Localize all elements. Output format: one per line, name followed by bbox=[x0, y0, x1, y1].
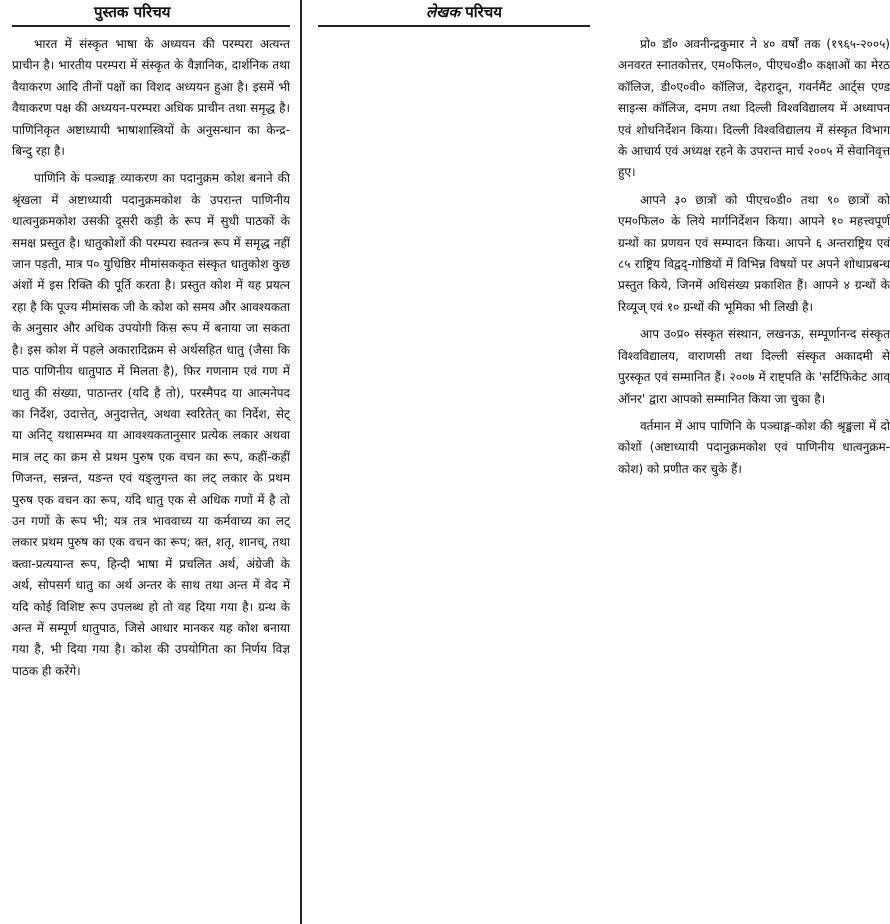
book-intro-paragraph-1: भारत में संस्कृत भाषा के अध्ययन की परम्परा अत्यन्त प्राचीन है। भारतीय परम्परा में संस्कृत के वैज्ञानिक, दार्शनिक तथा वैयाकरण आदि तीनों पक्षों का विशद अध्ययन हुआ है। इसमें भी वैयाकरण पक्ष की अध्ययन-परम्परा अधिक प्राचीन तथा समृद्ध है। पाणिनिकृत अष्टाध्यायी भाषाशास्त्रियों के अनुसन्धान का केन्द्र-बिन्दु रहा है। bbox=[12, 37, 290, 159]
author-intro-paragraph-2: आपने ३० छात्रों को पीएच०डी० तथा ९० छात्रों को एम०फिल० के लिये मार्गनिर्देशन किया। आपने १० महत्त्वपूर्ण ग्रन्थों का प्रणयन एवं सम्पादन किया। आपने ६ अन्तराष्ट्रिय एवं ८५ राष्ट्रिय विद्वद्-गोष्ठियों में विभिन्न विषयों पर अपने शोधाप्रबन्ध प्रस्तुत किये, जिनमें अधिसंख्य प्रकाशित हैं। आपने ४ ग्रन्थों के रिव्यूज् एवं १० ग्रन्थों की भूमिका भी लिखी है। bbox=[618, 192, 890, 314]
book-intro-paragraph-2: पाणिनि के पञ्चाङ्ग व्याकरण का पदानुक्रम कोश बनाने की श्रृंखला में अष्टाध्यायी पदानुक्रमकोश के उपरान्त पाणिनीय धात्वनुक्रमकोश उसकी दूसरी कड़ी के रूप में सुधी पाठकों के समक्ष प्रस्तुत है। धातुकोशों की परम्परा स्वतन्त्र रूप में समृद्ध नहीं जान पड़ती, मात्र प० युधिष्ठिर मीमांसककृत संस्कृत धातुकोश कुछ अंशों में इस रिक्ति की पूर्ति करता है। प्रस्तुत कोश में यह प्रयत्न रहा है कि पूज्य मीमांसक जी के कोश को समय और आवश्यकता के अनुसार और अधिक उपयोगी किस रूप में बनाया जा सकता है। इस कोश में पहले अकारादिक्रम से अर्थसहित धातु (जैसा कि पाठ पाणिनीय धातुपाठ में मिलता है), फिर गणनाम एवं गण में धातु की संख्या, पाठान्तर (यदि है तो), परस्मैपद या आत्मनेपद का निर्देश, उदात्तेत्, अनुदात्तेत्, अथवा स्वरितेत् का निर्देश, सेट् या अनिट् यथासम्भव या आवश्यकतानुसार प्रत्येक लकार अथवा मात्र लट् का क्रम से प्रथम पुरुष एक वचन का रूप, कहीं-कहीं णिजन्त, सन्नन्त, यङन्त एवं यङ्लुगन्त का लट् लकार के प्रथम पुरुष एक वचन का रूप, यदि धातु एक से अधिक गणों में है तो उन गणों के रूप भी; यत्र तत्र भाववाच्य या कर्मवाच्य का लट् लकार प्रथम पुरुष का एक वचन का रूप; क्त, शतृ, शानच्, तथा क्त्वा-प्रत्ययान्त रूप, हिन्दी भाषा में प्रचलित अर्थ, अंग्रेजी के अर्थ, सोपसर्ग धातु का अर्थ अन्तर के साथ तथा अन्त में वेद में यदि कोई विशिष्ट रूप उपलब्ध हो तो वह दिया गया है। ग्रन्थ के अन्त में सम्पूर्ण धातुपाठ, जिसे आधार मानकर यह कोश बनाया गया है, भी दिया गया है। कोश की उपयोगिता का निर्णय विज्ञ पाठक ही करेंगे। bbox=[12, 171, 290, 678]
author-intro-column bbox=[300, 0, 890, 924]
author-intro-text bbox=[618, 34, 890, 486]
author-heading-suffix: परिचय bbox=[465, 3, 502, 21]
book-intro-text bbox=[12, 34, 290, 688]
author-intro-paragraph-4: वर्तमान में आप पाणिनि के पञ्चाङ्ग-कोश की श्रृङ्खला में दो कोशों (अष्टाध्यायी पदानुक्रमकोश एवं पाणिनीय धात्वनुक्रम-कोश) को प्रणीत कर चुके हैं। bbox=[618, 418, 890, 476]
author-intro-paragraph-1: प्रो० डॉ० अवनीन्द्रकुमार ने ४० वर्षों तक (१९६५-२००५) अनवरत स्नातकोत्तर, एम०फिल०, पीएच०डी० कक्षाओं का मेरठ कॉलिज, डी०ए०वी० कॉलिज, देहरादून, गवर्नमैंट आर्ट्स एण्ड साइन्स कॉलिज, दमण तथा दिल्ली विश्वविद्यालय में अध्यापन एवं शोधनिर्देशन किया। दिल्ली विश्वविद्यालय में संस्कृत विभाग के आचार्य एवं अध्यक्ष रहने के उपरान्त मार्च २००५ में सेवानिवृत्त हुए। bbox=[618, 37, 890, 180]
book-intro-column bbox=[0, 0, 300, 924]
author-heading-prefix: लेखक bbox=[426, 3, 460, 21]
book-intro-heading: पुस्तक परिचय bbox=[94, 3, 171, 21]
author-intro-paragraph-3: आप उ०प्र० संस्कृत संस्थान, लखनऊ, सम्पूर्णानन्द संस्कृत विश्वविद्यालय, वाराणसी तथा दिल्ली संस्कृत अकादमी से पुरस्कृत एवं सम्मानित हैं। २००७ में राष्ट्पति के 'सर्टिफिकेट आव् ऑनर' द्वारा आपको सम्मानित किया जा चुका है। bbox=[618, 327, 890, 406]
